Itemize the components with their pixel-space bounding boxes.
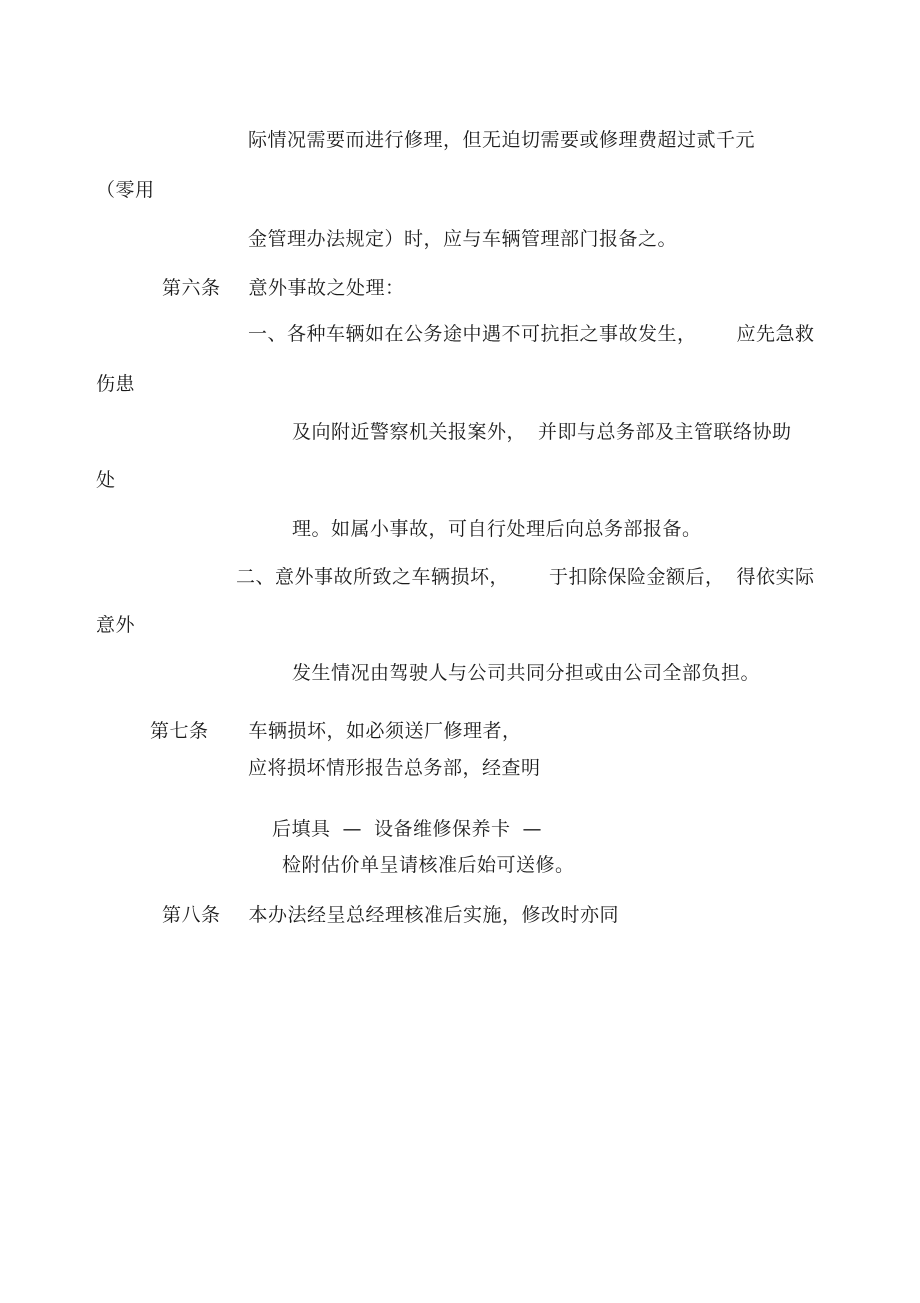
article-7-text-b: 应将损坏情形报告总务部，经查明	[248, 757, 541, 779]
item-2-text-c: 得依实际	[736, 566, 815, 588]
paragraph-line	[292, 517, 702, 541]
item-1-text-f: 理。如属小事故，可自行处理后向总务部报备。	[292, 518, 702, 540]
article-8-label: 第八条	[162, 904, 221, 926]
item-1-text-b: 应先急救	[736, 323, 815, 345]
item-1-text-a: 一、各种车辆如在公务途中遇不可抗拒之事故发生，	[248, 323, 697, 345]
em-dash: —	[342, 818, 363, 840]
item-2-text-a: 二、意外事故所致之车辆损坏，	[236, 566, 510, 588]
item-1-text-c: 伤患	[96, 373, 136, 395]
paragraph-line	[96, 372, 135, 396]
article-7-label: 第七条	[150, 720, 209, 742]
item-2-text-b: 于扣除保险金额后，	[549, 566, 725, 588]
item-1-text-d2: 并即与总务部及主管联络协助	[538, 421, 792, 443]
paragraph-line	[96, 468, 116, 492]
article-8-heading	[162, 903, 619, 927]
paragraph-line	[248, 322, 815, 346]
item-1-text-e: 处	[96, 469, 116, 491]
paragraph-line	[248, 128, 755, 152]
form-name: 设备维修保养卡	[374, 818, 511, 840]
article-6-title: 意外事故之处理：	[248, 277, 405, 299]
text-line-3: 金管理办法规定）时，应与车辆管理部门报备之。	[248, 228, 678, 250]
article-7-text-a: 车辆损坏，如必须送厂修理者，	[248, 720, 522, 742]
article-6-heading	[162, 276, 405, 300]
text-line-1: 际情况需要而进行修理，但无迫切需要或修理费超过贰千元	[248, 129, 756, 151]
paragraph-line	[282, 853, 575, 877]
article-7-text-d: 检附估价单呈请核准后始可送修。	[282, 854, 575, 876]
item-1-text-d1: 及向附近警察机关报案外，	[292, 421, 527, 443]
paragraph-line	[236, 565, 815, 589]
paragraph-line	[292, 420, 792, 444]
em-dash: —	[522, 818, 543, 840]
paragraph-line	[96, 613, 135, 637]
paragraph-line	[272, 817, 542, 841]
paragraph-line	[248, 756, 541, 780]
text-line-2: （零用	[96, 179, 155, 201]
article-7-heading	[150, 719, 522, 743]
item-2-text-e: 发生情况由驾驶人与公司共同分担或由公司全部负担。	[292, 662, 761, 684]
item-2-text-d: 意外	[96, 614, 136, 636]
paragraph-line	[292, 661, 760, 685]
article-8-text: 本办法经呈总经理核准后实施，修改时亦同	[248, 904, 620, 926]
article-7-text-c1: 后填具	[272, 818, 331, 840]
paragraph-line	[248, 227, 677, 251]
paragraph-line	[96, 178, 155, 202]
article-6-label: 第六条	[162, 277, 221, 299]
